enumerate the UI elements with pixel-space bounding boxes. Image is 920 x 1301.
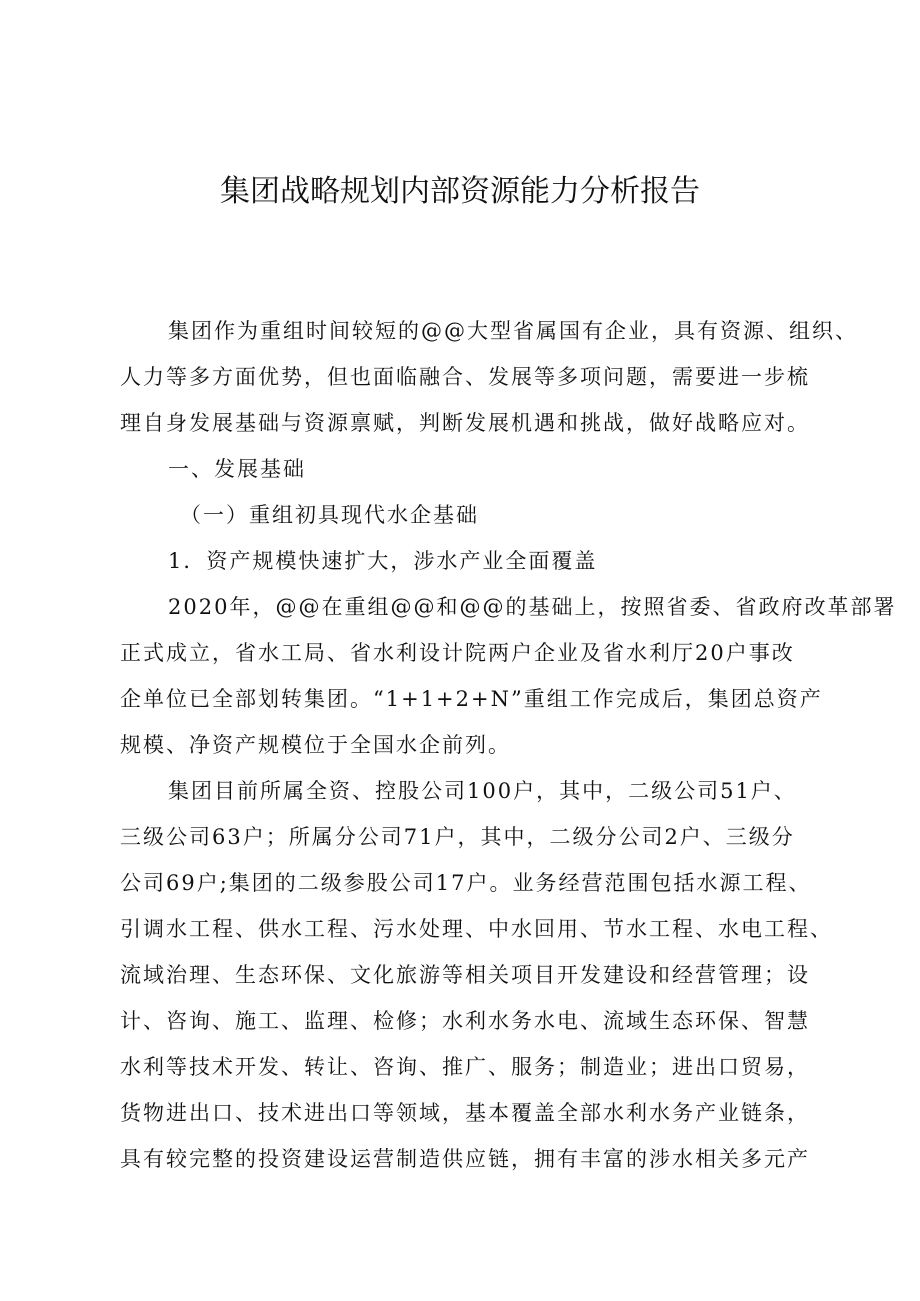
paragraph-line: 三级公司63户；所属分公司71户，其中，二级分公司2户、三级分	[120, 825, 795, 849]
item-heading: 1．资产规模快速扩大，涉水产业全面覆盖	[168, 549, 598, 573]
paragraph-line: 货物进出口、技术进出口等领域，基本覆盖全部水利水务产业链条，	[120, 1101, 810, 1125]
paragraph-line: 流域治理、生态环保、文化旅游等相关项目开发建设和经营管理；设	[120, 963, 810, 987]
paragraph-line: 企单位已全部划转集团。“1+1+2+N”重组工作完成后，集团总资产	[120, 687, 823, 711]
paragraph-line: 正式成立，省水工局、省水利设计院两户企业及省水利厅20户事改	[120, 641, 795, 665]
paragraph-line: 理自身发展基础与资源禀赋，判断发展机遇和挑战，做好战略应对。	[120, 411, 810, 435]
document-title: 集团战略规划内部资源能力分析报告	[220, 174, 700, 209]
paragraph-line: 集团目前所属全资、控股公司100户，其中，二级公司51户、	[168, 779, 797, 803]
paragraph-line: 计、咨询、施工、监理、检修；水利水务水电、流域生态环保、智慧	[120, 1009, 810, 1033]
paragraph-line: 公司69户;集团的二级参股公司17户。业务经营范围包括水源工程、	[120, 871, 812, 895]
section-heading: 一、发展基础	[168, 457, 306, 481]
document-body	[120, 308, 897, 1182]
paragraph-line: 水利等技术开发、转让、咨询、推广、服务；制造业；进出口贸易，	[120, 1055, 810, 1079]
subsection-heading: （一）重组初具现代水企基础	[180, 503, 479, 527]
paragraph-line: 人力等多方面优势，但也面临融合、发展等多项问题，需要进一步梳	[120, 365, 810, 389]
paragraph-line: 具有较完整的投资建设运营制造供应链，拥有丰富的涉水相关多元产	[120, 1147, 810, 1171]
paragraph-line: 集团作为重组时间较短的@@大型省属国有企业，具有资源、组织、	[168, 319, 858, 343]
paragraph-line: 2020年，@@在重组@@和@@的基础上，按照省委、省政府改革部署	[168, 595, 897, 619]
paragraph-line: 规模、净资产规模位于全国水企前列。	[120, 733, 511, 757]
paragraph-line: 引调水工程、供水工程、污水处理、中水回用、节水工程、水电工程、	[120, 917, 833, 941]
